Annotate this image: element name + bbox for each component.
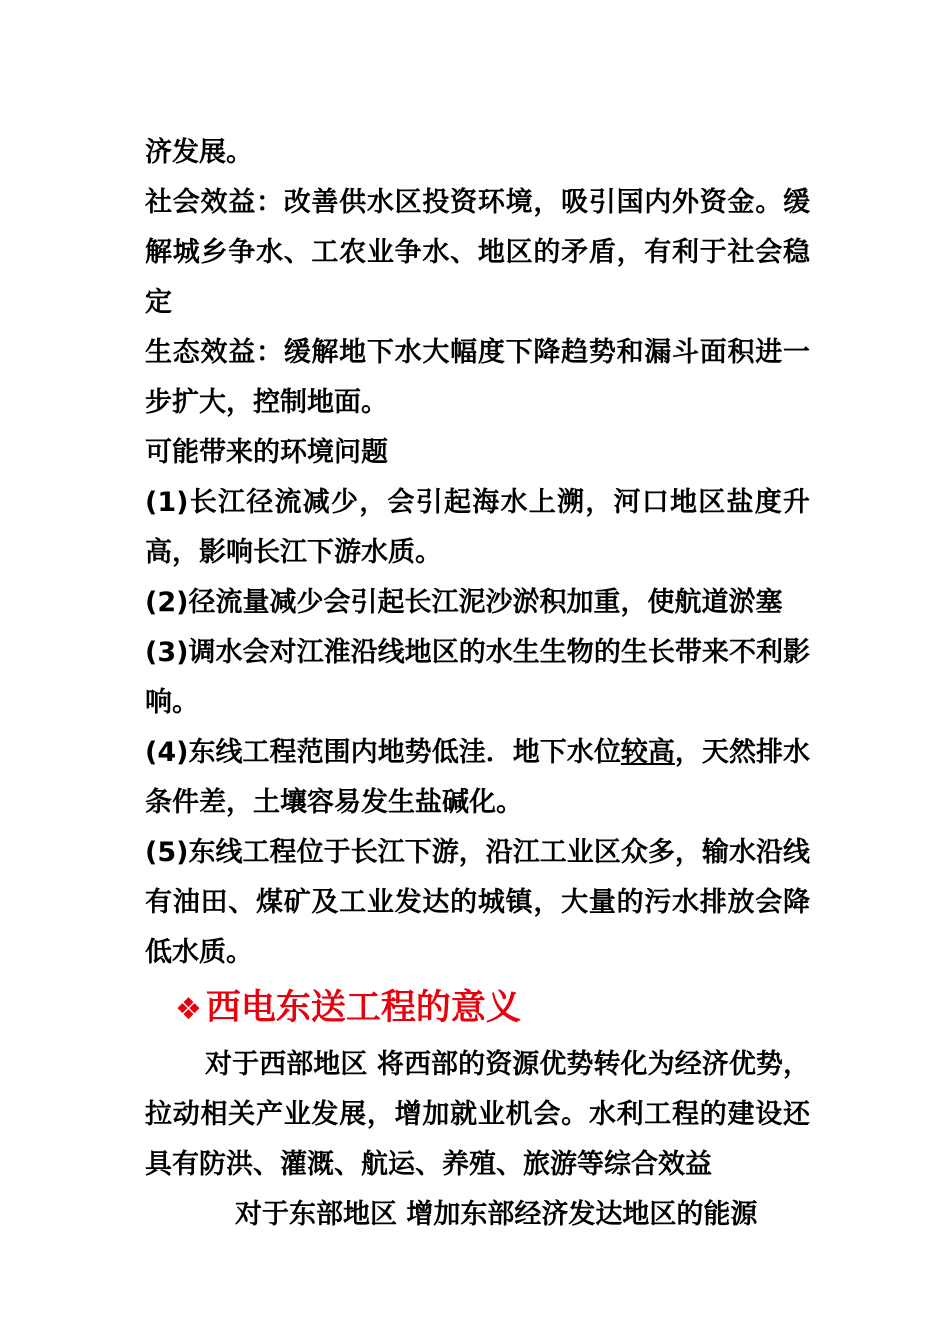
section-heading-text: 西电东送工程的意义 <box>205 988 521 1028</box>
paragraph-environmental-problems-title: 可能带来的环境问题 <box>145 437 388 468</box>
list-item-4-after: ，天然排水条件差，土壤容易发生盐碱化。 <box>145 737 810 818</box>
paragraph-economic-continued: 济发展。 <box>145 137 253 168</box>
list-item-4-underlined: 较高 <box>620 737 675 768</box>
paragraph-social-benefit: 社会效益：改善供水区投资环境，吸引国内外资金。缓解城乡争水、工农业争水、地区的矛盾，有利于社会稳定 <box>145 187 810 318</box>
paragraph-ecological-benefit: 生态效益：缓解地下水大幅度下降趋势和漏斗面积进一步扩大，控制地面。 <box>145 337 810 418</box>
list-item-4 <box>145 728 810 828</box>
paragraph-eastern-region: 对于东部地区 增加东部经济发达地区的能源 <box>235 1199 758 1230</box>
section-heading <box>145 978 810 1040</box>
list-item-3: (3)调水会对江淮沿线地区的水生生物的生长带来不利影响。 <box>145 637 810 718</box>
list-item-2: (2)径流量减少会引起长江泥沙淤积加重，使航道淤塞 <box>145 587 783 618</box>
document-page <box>145 128 810 1240</box>
paragraph-western-region: 对于西部地区 将西部的资源优势转化为经济优势，拉动相关产业发展，增加就业机会。水利工程的建设还具有防洪、灌溉、航运、养殖、旅游等综合效益 <box>145 1049 810 1180</box>
list-item-5: (5)东线工程位于长江下游，沿江工业区众多，输水沿线有油田、煤矿及工业发达的城镇，大量的污水排放会降低水质。 <box>145 837 810 968</box>
list-item-1: (1)长江径流减少，会引起海水上溯，河口地区盐度升高，影响长江下游水质。 <box>145 487 810 568</box>
list-item-4-before: (4)东线工程范围内地势低洼．地下水位 <box>145 737 621 768</box>
diamond-bullet-icon: ❖ <box>175 992 202 1027</box>
